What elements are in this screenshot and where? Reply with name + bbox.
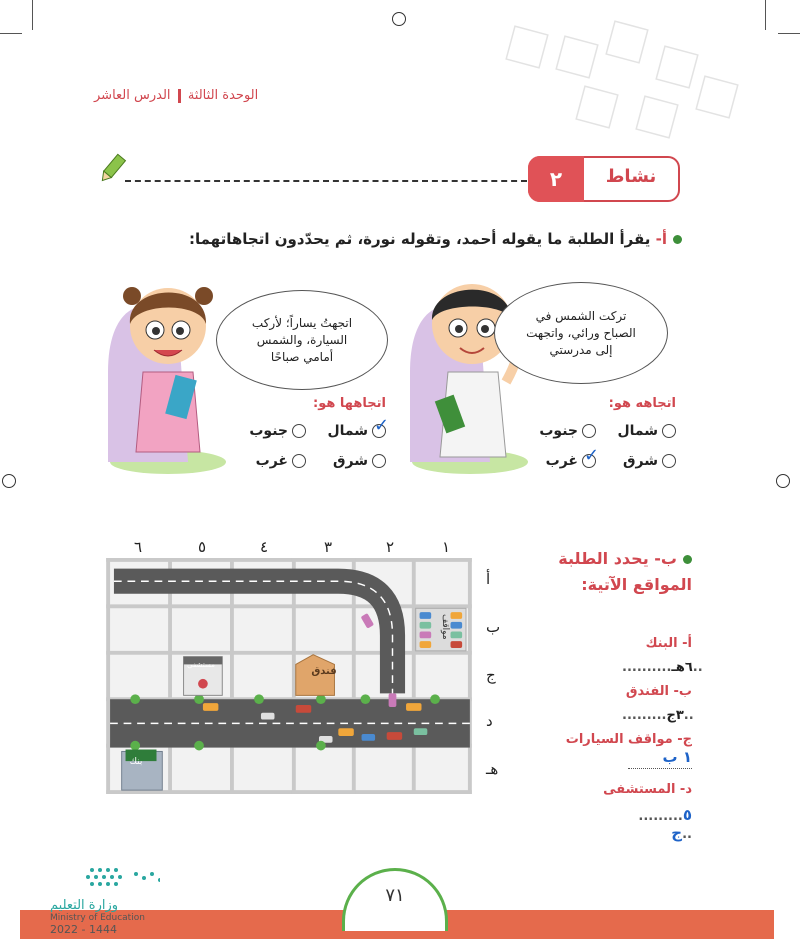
radio-icon[interactable] (292, 454, 306, 468)
ahmad-option-south[interactable] (539, 423, 596, 439)
header-divider (178, 89, 181, 103)
location-label-parking: ج- مواقف السيارات (565, 732, 692, 747)
radio-icon[interactable] (582, 424, 596, 438)
column-number: ٣ (323, 538, 333, 556)
row-letter: ب (486, 618, 501, 636)
footer-year: 2022 - 1444 (50, 923, 117, 936)
page-number: ٧١ (385, 885, 405, 906)
radio-checked-icon[interactable] (582, 445, 600, 468)
speech-line: السيارة، والشمس (256, 332, 348, 347)
location-label-hotel: ب- الفندق (625, 684, 692, 699)
column-number: ٢ (385, 538, 395, 556)
heading-line: المواقع الآتية: (581, 575, 692, 594)
bullet-icon (683, 555, 692, 564)
radio-icon[interactable] (662, 454, 676, 468)
radio-icon[interactable] (662, 424, 676, 438)
ministry-logo (50, 866, 160, 936)
speech-line: الصباح ورائي، واتجهت (526, 325, 636, 340)
registration-mark-icon (2, 474, 16, 488)
hotel-label: فندق (311, 666, 337, 677)
row-letter: د (486, 712, 493, 730)
registration-mark-icon (392, 12, 406, 26)
dashed-line (125, 180, 527, 182)
noura-option-east[interactable] (333, 453, 386, 469)
option-label: شرق (623, 453, 658, 469)
location-answer-parking (622, 748, 692, 766)
part-b-heading (558, 546, 692, 598)
activity-label: نشاط (605, 166, 657, 187)
speech-line: تركت الشمس في (535, 308, 627, 323)
option-label: غرب (545, 453, 578, 469)
bullet-icon (673, 235, 682, 244)
column-number: ٥ (197, 538, 207, 556)
instruction-text: يقرأ الطلبة ما يقوله أحمد، وتقوله نورة، ثم يحدّدون اتجاهاتهما: (189, 230, 651, 248)
ministry-name-ar: وزارة التعليم (50, 898, 119, 913)
ministry-dots-icon (50, 866, 160, 894)
option-label: شمال (327, 423, 368, 439)
option-label: شمال (617, 423, 658, 439)
speech-line: اتجهتُ يساراً؛ لأركب (251, 315, 353, 330)
column-number: ٤ (259, 538, 269, 556)
radio-icon[interactable] (372, 454, 386, 468)
hospital-label: مستشفى (187, 661, 215, 669)
option-label: شرق (333, 453, 368, 469)
answer-text: ٦هـ (671, 660, 693, 675)
location-label-hospital: د- المستشفى (603, 782, 692, 797)
crop-mark (32, 0, 33, 30)
page-header (94, 88, 258, 103)
option-label: جنوب (539, 423, 578, 439)
check-mark-icon: ✓ (374, 415, 390, 436)
noura-question: اتجاهها هو: (313, 396, 386, 411)
radio-checked-icon[interactable] (372, 415, 390, 438)
location-answer-hospital: .........٥ ج.. (638, 806, 692, 842)
background-pattern (470, 20, 770, 160)
heading-line: ب- يحدد الطلبة (558, 549, 677, 568)
city-map (100, 558, 478, 794)
bank-label: بنك (129, 757, 143, 767)
unit-title: الوحدة الثالثة (187, 88, 259, 103)
ministry-name-en: Ministry of Education (50, 913, 145, 923)
answer-text: ٥ ج (671, 806, 692, 842)
location-answer-hotel: .........٣ج.. (622, 708, 694, 723)
option-label: غرب (255, 453, 288, 469)
crop-mark (0, 33, 22, 34)
ahmad-option-north[interactable] (617, 423, 676, 439)
ahmad-speech-bubble (494, 282, 668, 384)
location-answer-bank: ..........٦هـ.. (622, 660, 703, 675)
row-letter: أ (486, 570, 491, 588)
girl-character (108, 262, 238, 477)
part-a-instruction (189, 230, 682, 248)
column-number: ٦ (133, 538, 143, 556)
noura-option-south[interactable] (249, 423, 306, 439)
answer-text: ١ ب (662, 748, 692, 766)
parking-label: مواقف (440, 614, 450, 640)
registration-mark-icon (776, 474, 790, 488)
answer-line (628, 768, 692, 769)
pencil-icon (96, 152, 128, 186)
location-label-bank: أ- البنك (645, 636, 692, 651)
part-a-bullet: أ- (655, 230, 667, 248)
activity-number: ٢ (528, 156, 584, 202)
column-number: ١ (441, 538, 451, 556)
ahmad-option-east[interactable] (623, 453, 676, 469)
noura-option-west[interactable] (256, 453, 306, 469)
page-number-badge (342, 868, 448, 931)
ahmad-option-west[interactable] (545, 445, 600, 469)
speech-line: أمامي صباحًا (270, 349, 334, 364)
answer-text: ٣ج (666, 708, 684, 723)
noura-option-north[interactable] (327, 415, 390, 439)
noura-speech-bubble (216, 290, 388, 390)
option-label: جنوب (249, 423, 288, 439)
ahmad-question: اتجاهه هو: (608, 396, 676, 411)
speech-line: إلى مدرستي (549, 342, 613, 357)
row-letter: هـ (486, 760, 499, 778)
lesson-title: الدرس العاشر (94, 88, 171, 103)
check-mark-icon: ✓ (584, 445, 600, 466)
radio-icon[interactable] (292, 424, 306, 438)
row-letter: ج (486, 666, 496, 684)
crop-mark (778, 33, 800, 34)
